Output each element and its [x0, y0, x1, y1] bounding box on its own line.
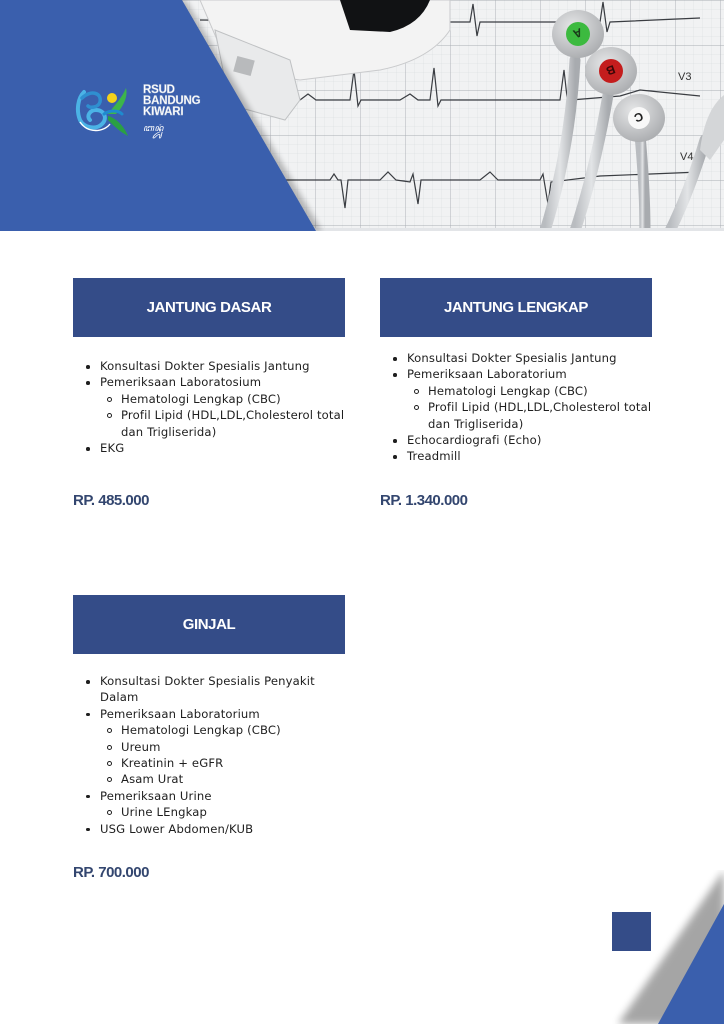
- svg-text:A: A: [571, 24, 585, 42]
- list-item: Pemeriksaan Urine Urine LEngkap: [100, 788, 350, 821]
- package-title: GINJAL: [73, 595, 345, 654]
- sub-list-item: Asam Urat: [121, 771, 350, 787]
- logo-mark-icon: [74, 84, 134, 140]
- sub-list-item: Hematologi Lengkap (CBC): [121, 722, 350, 738]
- sub-list-item: Kreatinin + eGFR: [121, 755, 350, 771]
- package-jantung-lengkap: [380, 278, 652, 465]
- sub-list-item: Profil Lipid (HDL,LDL,Cholesterol total dan Trigliserida): [121, 408, 345, 439]
- list-item: Echocardiografi (Echo): [407, 432, 652, 448]
- package-items: [380, 350, 652, 465]
- sub-list-item: Hematologi Lengkap (CBC): [428, 383, 652, 399]
- logo-script-text: ꦧꦤ꧀ꦢꦸꦁ: [143, 124, 164, 134]
- package-title: JANTUNG LENGKAP: [380, 278, 652, 337]
- package-items: [73, 358, 345, 456]
- sub-list-item: Profil Lipid (HDL,LDL,Cholesterol total dan Trigliserida): [428, 400, 652, 431]
- header-banner: [0, 0, 724, 231]
- logo-wordmark: [143, 85, 200, 118]
- sub-list-item: Hematologi Lengkap (CBC): [121, 391, 345, 407]
- svg-text:B: B: [604, 61, 618, 79]
- package-jantung-dasar: [73, 278, 345, 456]
- list-item: Konsultasi Dokter Spesialis Penyakit Dalam: [100, 673, 350, 706]
- list-item: USG Lower Abdomen/KUB: [100, 821, 350, 837]
- price-jantung-lengkap: RP. 1.340.000: [380, 492, 468, 509]
- package-ginjal: [73, 595, 345, 837]
- package-items: [73, 673, 350, 837]
- list-item: Pemeriksaan Laboratosium Hematologi Lengkap (CBC) Profil Lipid (HDL,LDL,Cholesterol total dan Trigliserida): [100, 375, 345, 439]
- list-item: Pemeriksaan Laboratorium Hematologi Lengkap (CBC) Ureum Kreatinin + eGFR Asam Urat: [100, 706, 350, 788]
- sub-list-item: Urine LEngkap: [121, 804, 350, 820]
- list-item: Treadmill: [407, 448, 652, 464]
- corner-wedge-shape: [600, 870, 724, 1024]
- logo-line-3: KIWARI: [143, 106, 184, 118]
- price-ginjal: RP. 700.000: [73, 864, 149, 881]
- list-item: Pemeriksaan Laboratorium Hematologi Lengkap (CBC) Profil Lipid (HDL,LDL,Cholesterol total dan Trigliserida): [407, 367, 652, 431]
- hospital-logo: [74, 84, 214, 140]
- package-title: JANTUNG DASAR: [73, 278, 345, 337]
- list-item: Konsultasi Dokter Spesialis Jantung: [407, 350, 652, 366]
- logo-line-1: RSUD: [143, 84, 175, 96]
- price-jantung-dasar: RP. 485.000: [73, 492, 149, 509]
- list-item: EKG: [100, 440, 345, 456]
- sub-list-item: Ureum: [121, 739, 350, 755]
- lead-label-v3: V3: [678, 71, 692, 83]
- list-item: Konsultasi Dokter Spesialis Jantung: [100, 358, 345, 374]
- svg-text:C: C: [632, 108, 646, 126]
- logo-line-2: BANDUNG: [143, 95, 201, 107]
- lead-label-v4: V4: [680, 151, 694, 163]
